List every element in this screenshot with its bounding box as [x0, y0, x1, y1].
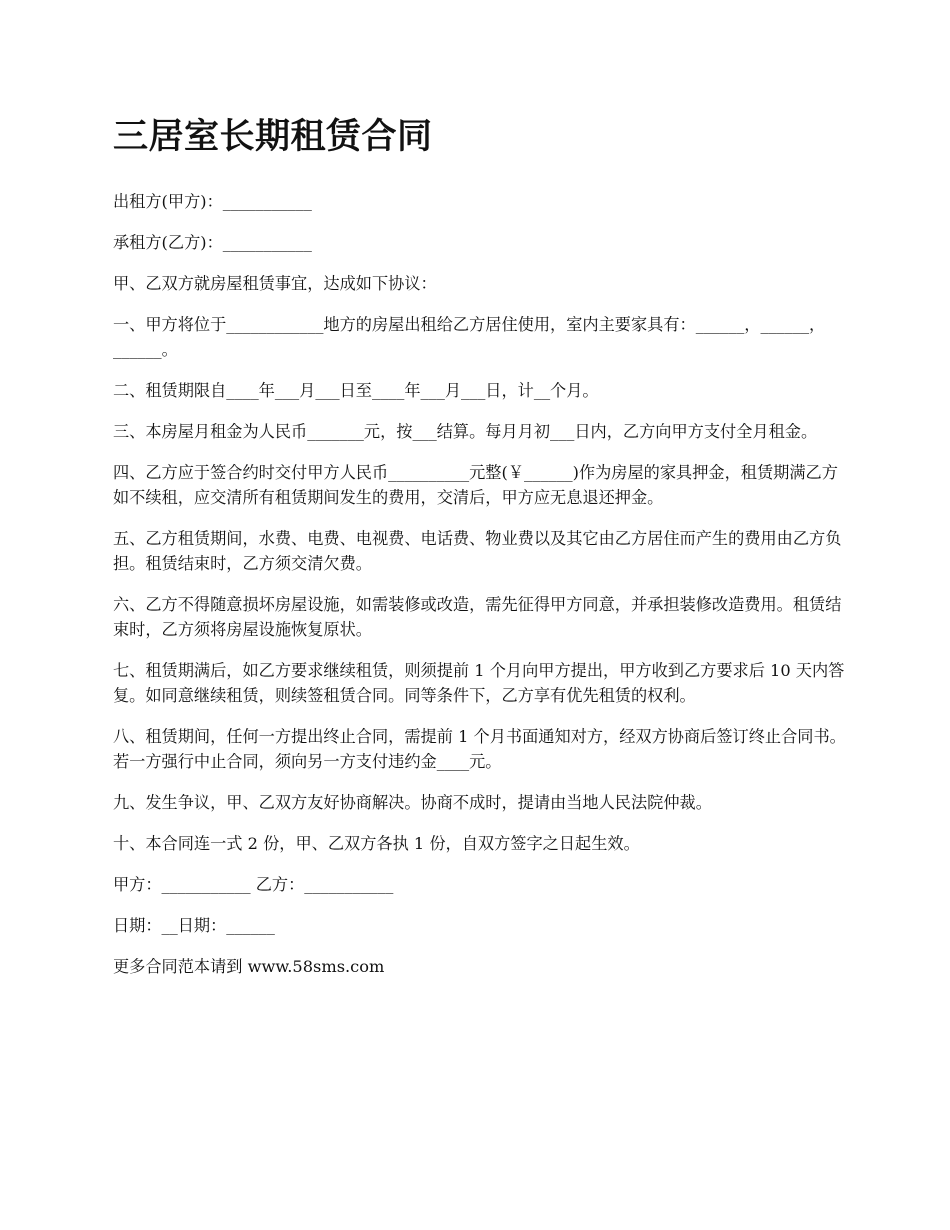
clause-8: 八、租赁期间，任何一方提出终止合同，需提前 1 个月书面通知对方，经双方协商后签订终止合同书。若一方强行中止合同，须向另一方支付违约金____元。	[113, 727, 846, 771]
clause-3: 三、本房屋月租金为人民币_______元，按___结算。每月月初___日内，乙方向甲方支付全月租金。	[113, 422, 818, 441]
signature-line: 甲方：___________ 乙方：___________	[113, 875, 394, 894]
date-line: 日期：__日期：______	[113, 916, 275, 935]
clause-7: 七、租赁期满后，如乙方要求继续租赁，则须提前 1 个月向甲方提出，甲方收到乙方要求后 10 天内答复。如同意继续租赁，则续签租赁合同。同等条件下，乙方享有优先租赁的权利。	[113, 661, 845, 705]
clause-5: 五、乙方租赁期间，水费、电费、电视费、电话费、物业费以及其它由乙方居住而产生的费用由乙方负担。租赁结束时，乙方须交清欠费。	[113, 529, 842, 573]
lessor-line: 出租方(甲方)：___________	[113, 192, 312, 211]
document-title: 三居室长期租赁合同	[113, 116, 433, 157]
clause-9: 九、发生争议，甲、乙双方友好协商解决。协商不成时，提请由当地人民法院仲裁。	[113, 793, 712, 812]
clause-2: 二、租赁期限自____年___月___日至____年___月___日，计__个月。	[113, 381, 599, 400]
clause-10: 十、本合同连一式 2 份，甲、乙双方各执 1 份，自双方签字之日起生效。	[113, 834, 640, 853]
clause-1: 一、甲方将位于____________地方的房屋出租给乙方居住使用，室内主要家具有：______，______，______。	[113, 315, 826, 359]
clause-6: 六、乙方不得随意损坏房屋设施，如需装修或改造，需先征得甲方同意，并承担装修改造费用。租赁结束时，乙方须将房屋设施恢复原状。	[113, 595, 842, 639]
lessee-line: 承租方(乙方)：___________	[113, 233, 312, 252]
clause-4: 四、乙方应于签合约时交付甲方人民币__________元整(￥______)作为房屋的家具押金，租赁期满乙方如不续租，应交清所有租赁期间发生的费用，交清后，甲方应无息退还押金。	[113, 463, 838, 507]
intro-paragraph: 甲、乙双方就房屋租赁事宜，达成如下协议：	[113, 274, 437, 293]
document-body	[113, 112, 853, 995]
footer-note: 更多合同范本请到 www.58sms.com	[113, 957, 385, 976]
